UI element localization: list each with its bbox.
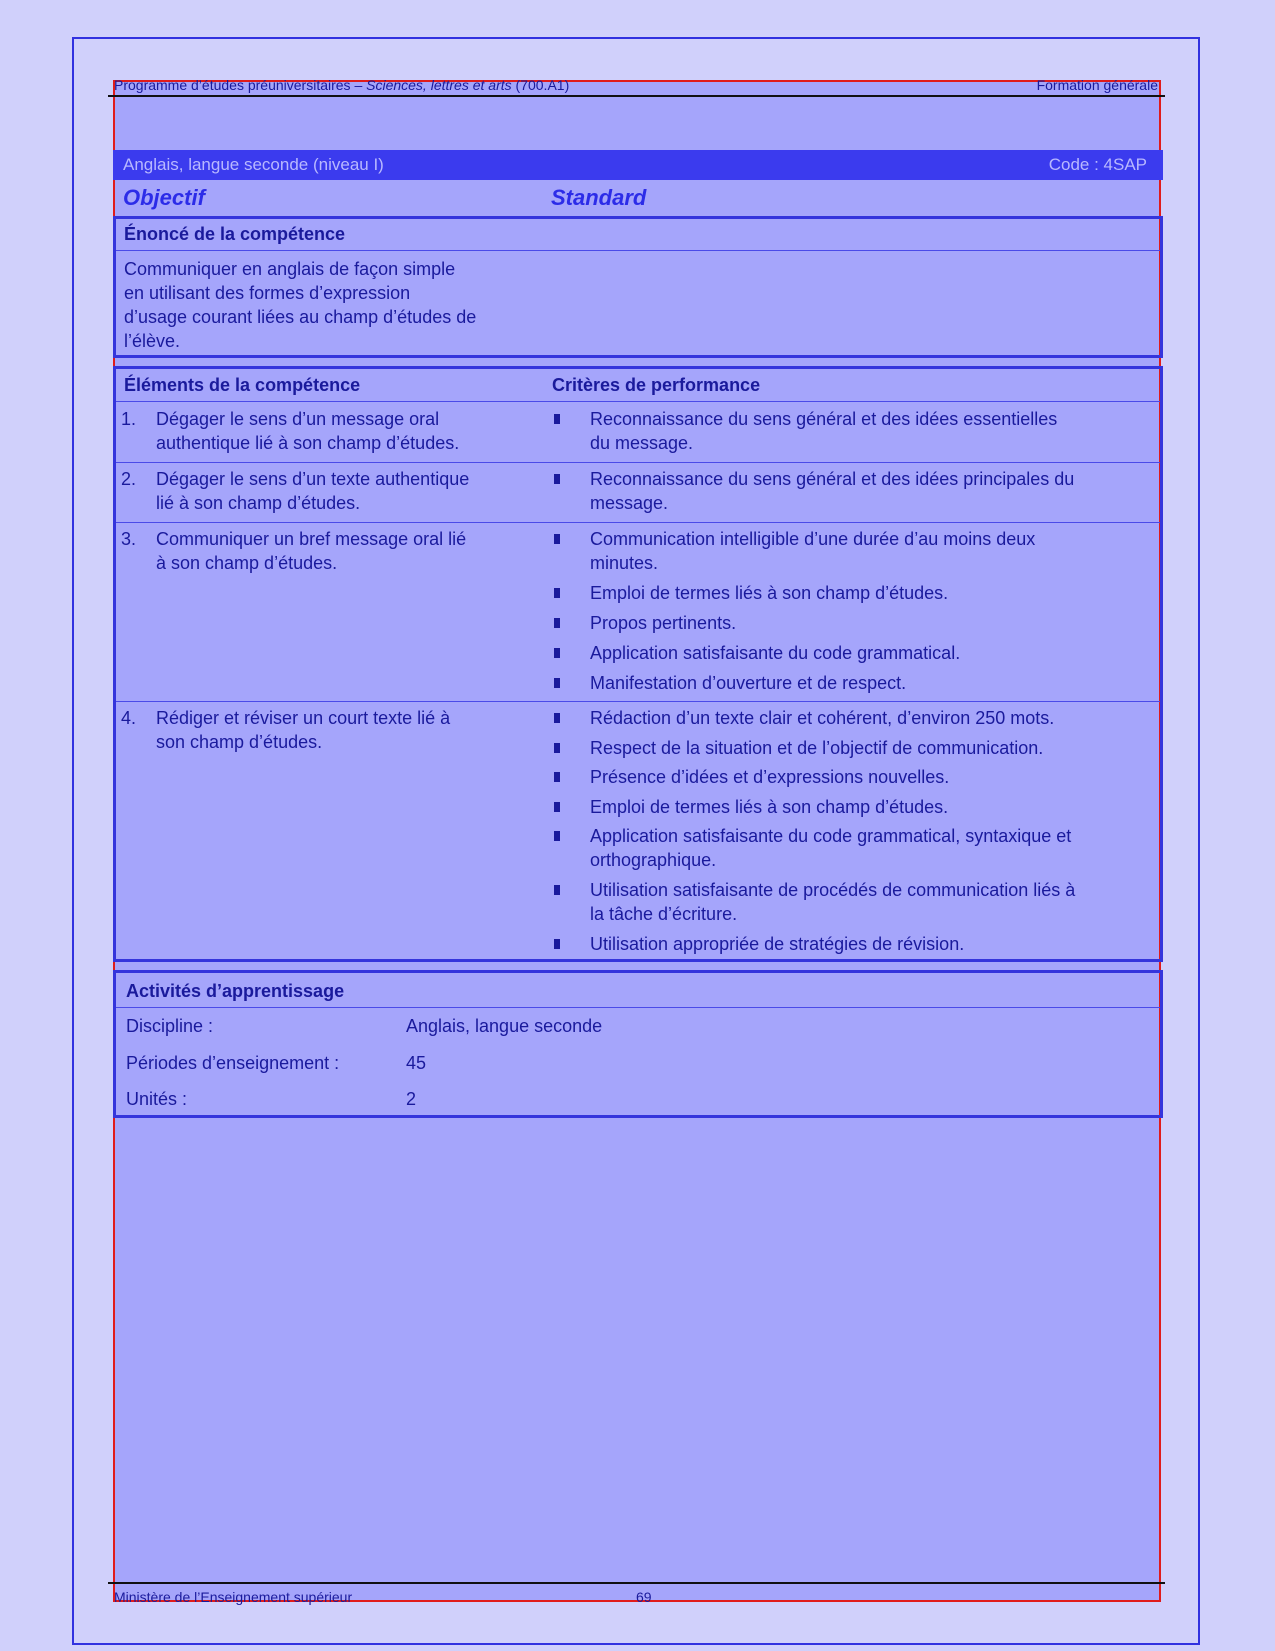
bullet-icon xyxy=(554,743,560,753)
criterion-line: la tâche d’écriture. xyxy=(590,904,738,924)
bullet-icon xyxy=(554,885,560,895)
criterion xyxy=(590,467,1074,515)
elements-heading: Éléments de la compétence xyxy=(124,375,361,395)
element-number: 1. xyxy=(121,409,137,429)
element-line: Dégager le sens d’un message oral xyxy=(156,409,440,429)
element-line: Communiquer un bref message oral lié xyxy=(156,529,467,549)
objectif-heading: Objectif xyxy=(123,185,205,210)
element-line: Rédiger et réviser un court texte lié à xyxy=(156,708,451,728)
footer-rule xyxy=(108,1582,1165,1584)
criterion-line: du message. xyxy=(590,433,694,453)
criteria-heading: Critères de performance xyxy=(552,375,761,395)
element-line: son champ d’études. xyxy=(156,732,323,752)
activities-divider xyxy=(116,1007,1160,1008)
header-program-suffix: (700.A1) xyxy=(511,77,570,93)
criterion: Manifestation d’ouverture et de respect. xyxy=(590,673,907,693)
criterion-line: orthographique. xyxy=(590,850,717,870)
table-divider xyxy=(116,401,1160,402)
element-number: 2. xyxy=(121,469,137,489)
course-title-bar xyxy=(113,150,1163,180)
activity-label: Unités : xyxy=(126,1089,188,1109)
element-text xyxy=(156,407,459,455)
criterion: Rédaction d’un texte clair et cohérent, d’environ 250 mots. xyxy=(590,708,1055,728)
bullet-icon xyxy=(554,939,560,949)
competence-heading: Énoncé de la compétence xyxy=(124,224,346,244)
bullet-icon xyxy=(554,772,560,782)
header-program-italic: Sciences, lettres et arts xyxy=(366,77,512,93)
competence-text xyxy=(124,257,476,353)
element-number: 3. xyxy=(121,529,137,549)
header-right: Formation générale xyxy=(1036,77,1158,93)
standard-heading: Standard xyxy=(551,185,647,210)
header-program xyxy=(114,77,569,93)
criterion: Respect de la situation et de l’objectif de communication. xyxy=(590,738,1044,758)
criterion: Utilisation appropriée de stratégies de révision. xyxy=(590,934,965,954)
criterion: Emploi de termes liés à son champ d’études. xyxy=(590,583,949,603)
competence-box xyxy=(113,216,1163,358)
course-title: Anglais, langue seconde (niveau I) xyxy=(123,155,384,174)
competence-line: l’élève. xyxy=(124,331,181,351)
header-program-prefix: Programme d’études préuniversitaires – xyxy=(114,77,367,93)
activity-value: Anglais, langue seconde xyxy=(406,1016,603,1036)
criterion-line: message. xyxy=(590,493,669,513)
bullet-icon xyxy=(554,648,560,658)
bullet-icon xyxy=(554,588,560,598)
competence-line: en utilisant des formes d’expression xyxy=(124,283,411,303)
criterion-line: minutes. xyxy=(590,553,659,573)
bullet-icon xyxy=(554,474,560,484)
header-rule xyxy=(108,95,1165,97)
bullet-icon xyxy=(554,618,560,628)
page-number: 69 xyxy=(636,1589,652,1605)
row-divider xyxy=(116,462,1160,463)
element-text xyxy=(156,467,469,515)
criterion-line: Application satisfaisante du code grammatical, syntaxique et xyxy=(590,826,1072,846)
activities-heading: Activités d’apprentissage xyxy=(126,981,345,1001)
elements-table xyxy=(113,366,1163,962)
criterion-line: Utilisation satisfaisante de procédés de communication liés à xyxy=(590,880,1076,900)
row-divider xyxy=(116,701,1160,702)
activity-label: Discipline : xyxy=(126,1016,214,1036)
competence-line: d’usage courant liées au champ d’études de xyxy=(124,307,477,327)
footer-ministry: Ministère de l’Enseignement supérieur xyxy=(114,1589,353,1605)
element-text xyxy=(156,527,466,575)
element-line: authentique lié à son champ d’études. xyxy=(156,433,460,453)
activity-label: Périodes d’enseignement : xyxy=(126,1053,340,1073)
activity-value: 45 xyxy=(406,1053,427,1073)
bullet-icon xyxy=(554,831,560,841)
criterion-line: Communication intelligible d’une durée d’au moins deux xyxy=(590,529,1036,549)
criterion xyxy=(590,878,1075,926)
activities-box xyxy=(113,970,1163,1118)
criterion: Présence d’idées et d’expressions nouvelles. xyxy=(590,767,950,787)
bullet-icon xyxy=(554,802,560,812)
element-line: à son champ d’études. xyxy=(156,553,338,573)
criterion-line: Reconnaissance du sens général et des idées principales du xyxy=(590,469,1075,489)
element-line: Dégager le sens d’un texte authentique xyxy=(156,469,470,489)
criterion-line: Reconnaissance du sens général et des idées essentielles xyxy=(590,409,1058,429)
criterion xyxy=(590,407,1057,455)
element-line: lié à son champ d’études. xyxy=(156,493,361,513)
element-text xyxy=(156,706,450,754)
competence-divider xyxy=(116,250,1160,251)
criterion xyxy=(590,824,1071,872)
criterion: Propos pertinents. xyxy=(590,613,737,633)
criterion: Application satisfaisante du code grammatical. xyxy=(590,643,961,663)
competence-line: Communiquer en anglais de façon simple xyxy=(124,259,456,279)
element-number: 4. xyxy=(121,708,137,728)
bullet-icon xyxy=(554,678,560,688)
row-divider xyxy=(116,522,1160,523)
bullet-icon xyxy=(554,534,560,544)
criterion: Emploi de termes liés à son champ d’études. xyxy=(590,797,949,817)
bullet-icon xyxy=(554,713,560,723)
criterion xyxy=(590,527,1035,575)
activity-value: 2 xyxy=(406,1089,417,1109)
course-code: Code : 4SAP xyxy=(1048,155,1147,174)
bullet-icon xyxy=(554,414,560,424)
